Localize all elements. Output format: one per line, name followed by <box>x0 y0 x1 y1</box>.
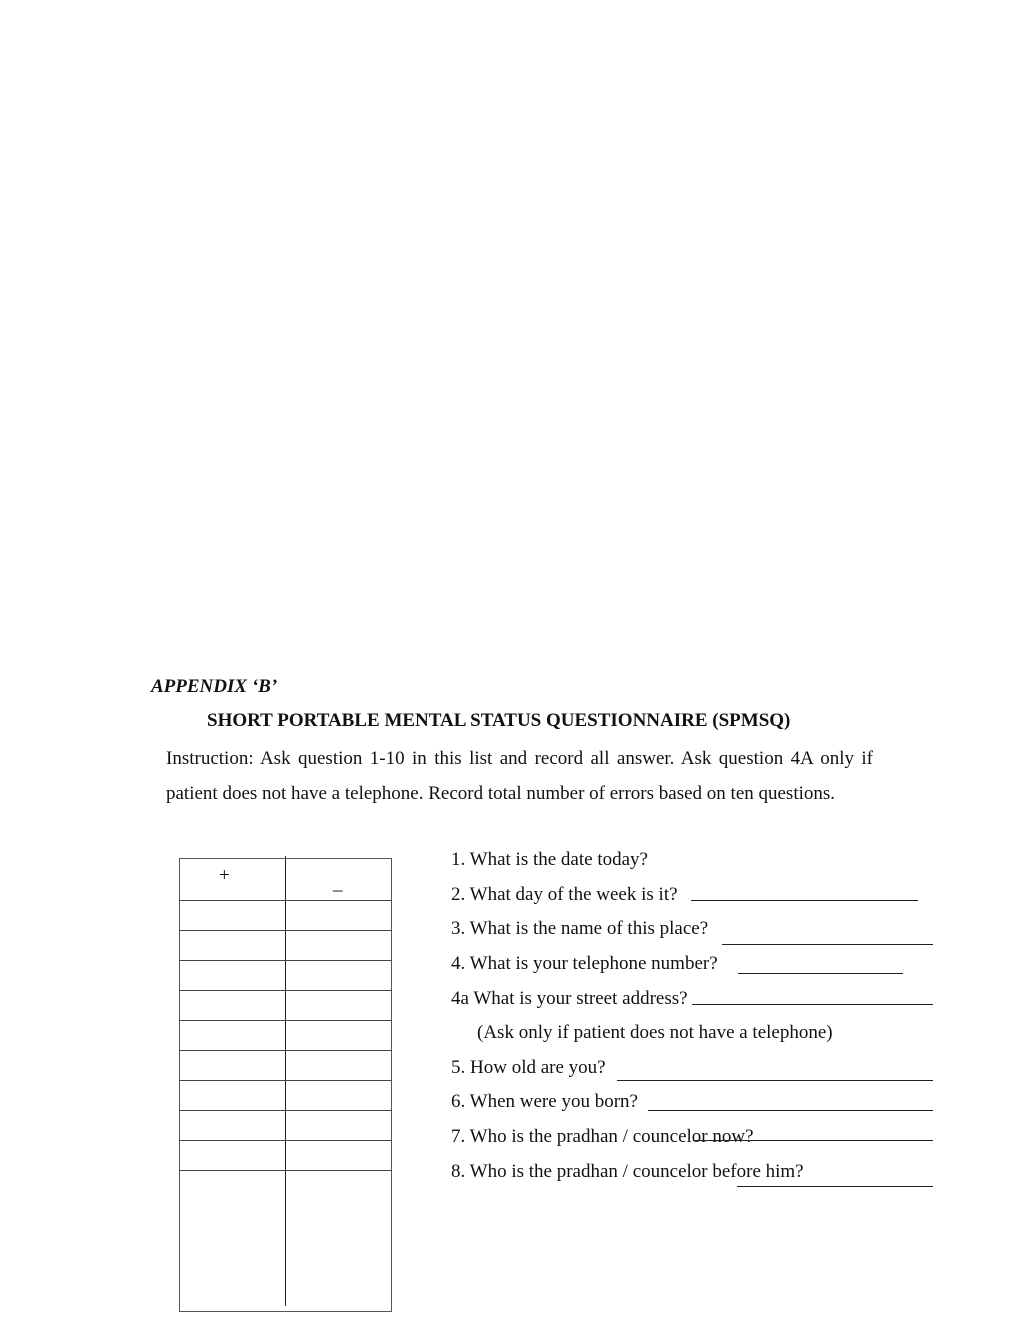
score-table-row-line <box>179 1170 392 1171</box>
score-table-row-line <box>179 1110 392 1111</box>
answer-line-4[interactable] <box>738 973 903 974</box>
question-1: 1. What is the date today? <box>451 849 648 870</box>
score-table-column-divider <box>285 856 286 1306</box>
answer-line-7[interactable] <box>693 1140 933 1141</box>
answer-line-6[interactable] <box>648 1110 933 1111</box>
plus-column-header: + <box>219 865 230 886</box>
score-table-row-line <box>179 960 392 961</box>
answer-line-3[interactable] <box>722 944 933 945</box>
question-4a-note: (Ask only if patient does not have a telephone) <box>477 1022 833 1043</box>
question-5: 5. How old are you? <box>451 1057 606 1078</box>
questionnaire-title: SHORT PORTABLE MENTAL STATUS QUESTIONNAIRE (SPMSQ) <box>207 710 791 731</box>
question-3: 3. What is the name of this place? <box>451 918 709 939</box>
answer-line-4a[interactable] <box>692 1004 933 1005</box>
question-4a: 4a What is your street address? <box>451 988 688 1009</box>
score-table-row-line <box>179 1140 392 1141</box>
answer-line-5[interactable] <box>617 1080 933 1081</box>
score-table-row-line <box>179 930 392 931</box>
question-6: 6. When were you born? <box>451 1091 638 1112</box>
question-7: 7. Who is the pradhan / councelor now? <box>451 1126 754 1147</box>
answer-line-8[interactable] <box>737 1186 933 1187</box>
score-table-row-line <box>179 990 392 991</box>
question-2: 2. What day of the week is it? <box>451 884 678 905</box>
score-table-row-line <box>179 1050 392 1051</box>
appendix-label: APPENDIX ‘B’ <box>151 676 278 697</box>
score-table-row-line <box>179 900 392 901</box>
score-table-row-line <box>179 1020 392 1021</box>
question-8: 8. Who is the pradhan / councelor before him? <box>451 1161 804 1182</box>
answer-line-2[interactable] <box>691 900 918 901</box>
minus-column-header: _ <box>333 873 343 894</box>
question-4: 4. What is your telephone number? <box>451 953 718 974</box>
score-table-row-line <box>179 1080 392 1081</box>
instruction-text: Instruction: Ask question 1-10 in this list and record all answer. Ask question 4A only if patient does not have a telephone. Record total number of errors based on ten questions. <box>166 748 873 804</box>
